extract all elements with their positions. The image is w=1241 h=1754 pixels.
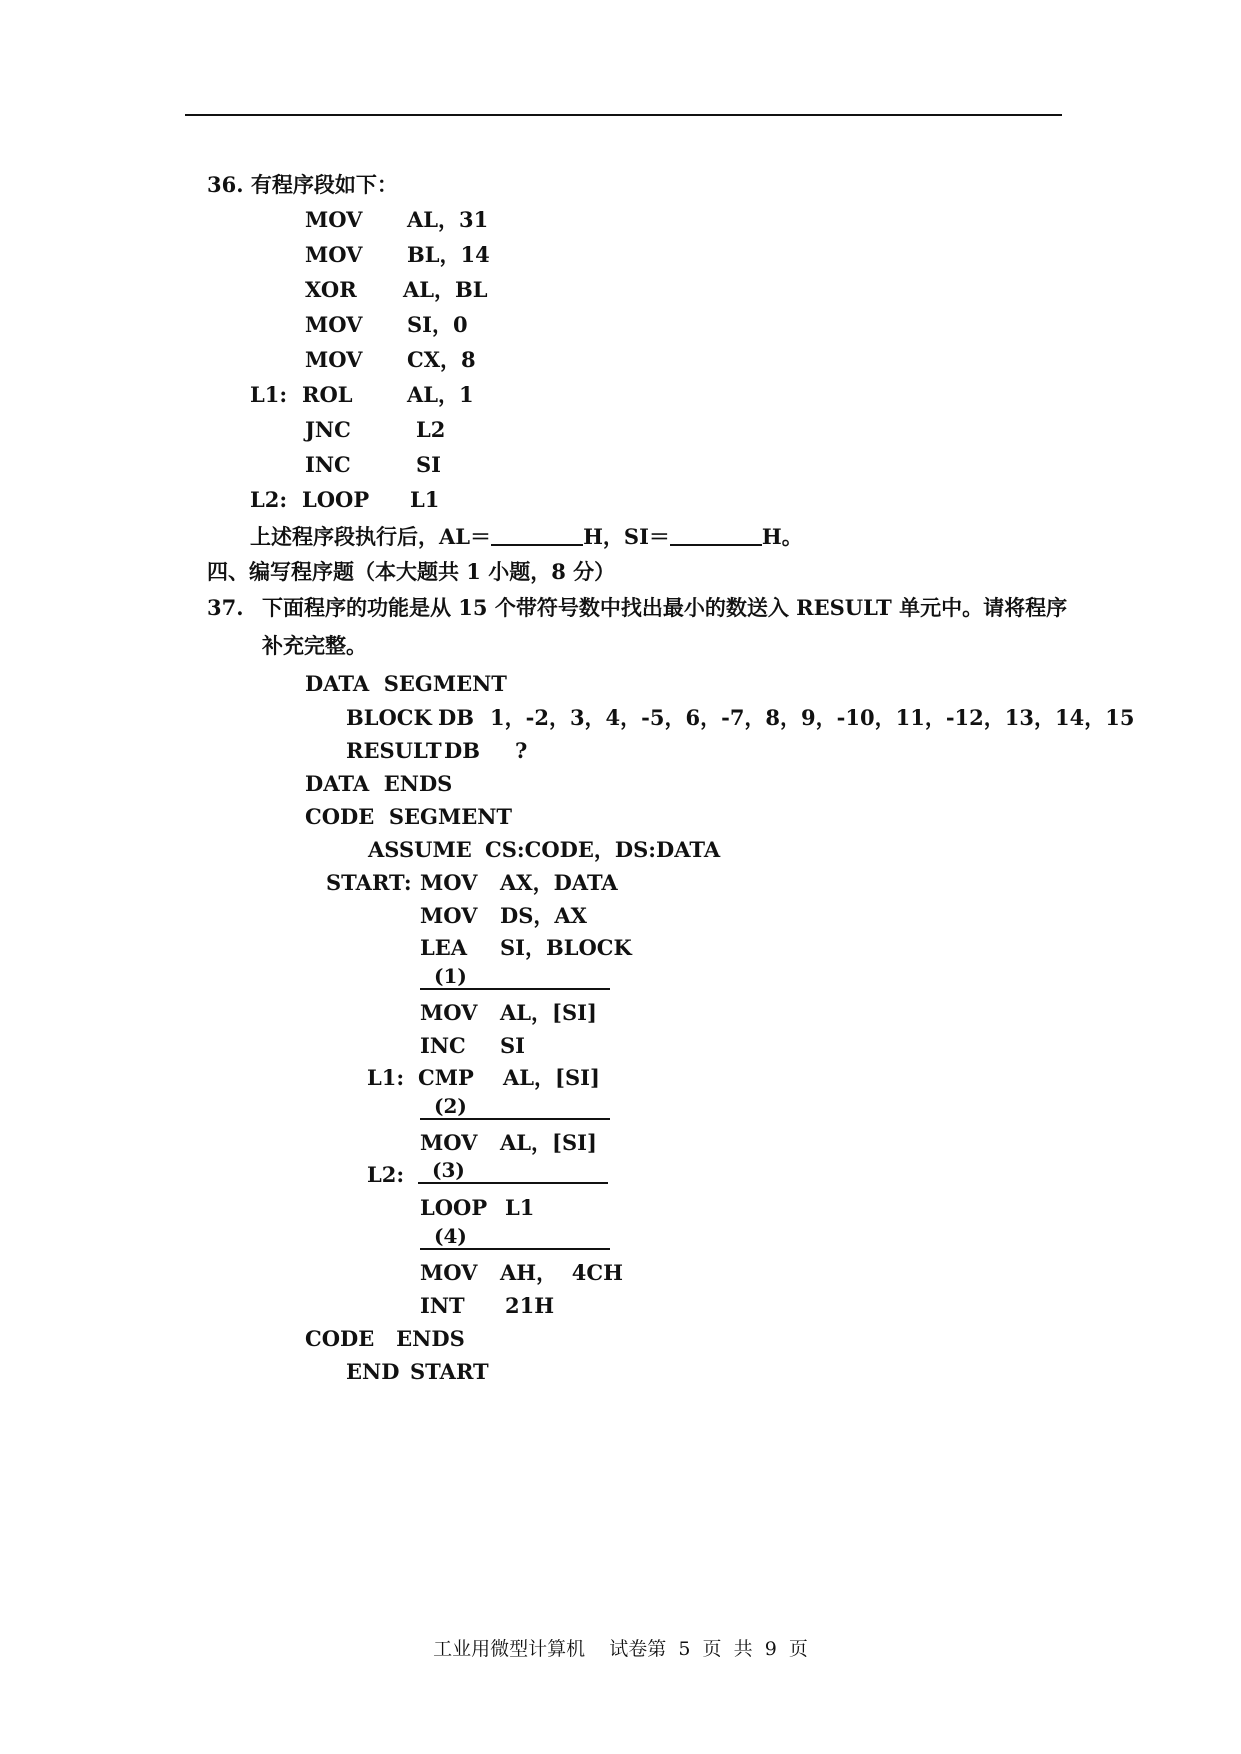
answer-blank-2[interactable]: (2) — [420, 1096, 610, 1120]
start-label: START: — [326, 870, 412, 895]
code-op: INC — [420, 1033, 466, 1058]
code-arg: L1 — [410, 487, 440, 512]
code-op: LEA — [420, 935, 468, 960]
block-values: 1，-2，3，4，-5，6，-7，8，9，-10，11，-12，13，14，15 — [490, 705, 1135, 730]
code-op: MOV — [420, 1130, 478, 1155]
l2-label: L2: — [367, 1162, 405, 1187]
code-arg: SI — [416, 452, 441, 477]
code-op: LOOP — [302, 487, 370, 512]
code-arg: CX，8 — [407, 347, 476, 372]
code-arg: BL，14 — [407, 242, 490, 267]
q36-title: 36. 有程序段如下： — [207, 172, 398, 197]
code-op: XOR — [305, 277, 357, 302]
assume-arg: CS:CODE，DS:DATA — [485, 837, 721, 862]
code-op: LOOP — [420, 1195, 488, 1220]
q37-number: 37. — [207, 595, 244, 620]
code-op: ROL — [302, 382, 353, 407]
q37-text-line1: 下面程序的功能是从 15 个带符号数中找出最小的数送入 RESULT 单元中。请将程序 — [262, 595, 1068, 620]
code-label: L2: — [250, 487, 288, 512]
code-arg: AX，DATA — [500, 870, 618, 895]
q36-question-b: H，SI＝ — [583, 524, 670, 549]
code-arg: 21H — [505, 1293, 555, 1318]
code-arg: AL，1 — [407, 382, 474, 407]
code-arg: AL，31 — [407, 207, 489, 232]
code-arg: AL，[SI] — [500, 1130, 597, 1155]
q36-question — [250, 526, 803, 547]
code-op: MOV — [305, 347, 363, 372]
code-arg: AL，BL — [403, 277, 488, 302]
result-name: RESULT — [346, 738, 442, 763]
code-op: MOV — [305, 312, 363, 337]
code-label: L1: — [250, 382, 288, 407]
block-db: DB — [438, 705, 474, 730]
code-op: INC — [305, 452, 351, 477]
end-kw: END — [346, 1359, 400, 1384]
end-arg: START — [410, 1359, 489, 1384]
answer-blank-si[interactable] — [670, 526, 762, 546]
q36-question-a: 上述程序段执行后，AL＝ — [250, 524, 492, 549]
answer-blank-al[interactable] — [491, 526, 583, 546]
code-op: MOV — [420, 870, 478, 895]
code-op: MOV — [420, 903, 478, 928]
data-ends: DATA ENDS — [305, 771, 453, 796]
header-rule — [185, 114, 1062, 116]
page-footer: 工业用微型计算机 试卷第 5 页 共 9 页 — [433, 1638, 808, 1660]
code-op: MOV — [420, 1000, 478, 1025]
code-arg: L1 — [505, 1195, 535, 1220]
code-arg: AH， 4CH — [500, 1260, 623, 1285]
l1-label: L1: — [367, 1065, 405, 1090]
code-op: MOV — [305, 242, 363, 267]
code-arg: L2 — [416, 417, 446, 442]
code-op: MOV — [305, 207, 363, 232]
result-db: DB — [444, 738, 480, 763]
code-arg: SI，BLOCK — [500, 935, 632, 960]
answer-blank-3[interactable]: (3) — [418, 1160, 608, 1184]
code-arg: SI，0 — [407, 312, 468, 337]
answer-blank-4[interactable]: (4) — [420, 1226, 610, 1250]
code-op: CMP — [418, 1065, 474, 1090]
code-arg: AL，[SI] — [503, 1065, 600, 1090]
code-op: INT — [420, 1293, 465, 1318]
code-arg: DS，AX — [500, 903, 587, 928]
result-value: ? — [515, 738, 528, 763]
code-arg: SI — [500, 1033, 525, 1058]
code-arg: AL，[SI] — [500, 1000, 597, 1025]
code-segment: CODE SEGMENT — [305, 804, 513, 829]
section-heading: 四、编写程序题（本大题共 1 小题，8 分） — [207, 559, 616, 584]
code-ends: CODE ENDS — [305, 1326, 465, 1351]
answer-blank-1[interactable]: (1) — [420, 966, 610, 990]
q36-question-c: H。 — [761, 524, 803, 549]
code-op: JNC — [305, 417, 351, 442]
code-op: MOV — [420, 1260, 478, 1285]
data-segment: DATA SEGMENT — [305, 671, 507, 696]
block-name: BLOCK — [346, 705, 432, 730]
q37-text-line2: 补充完整。 — [262, 633, 367, 658]
assume-kw: ASSUME — [368, 837, 472, 862]
